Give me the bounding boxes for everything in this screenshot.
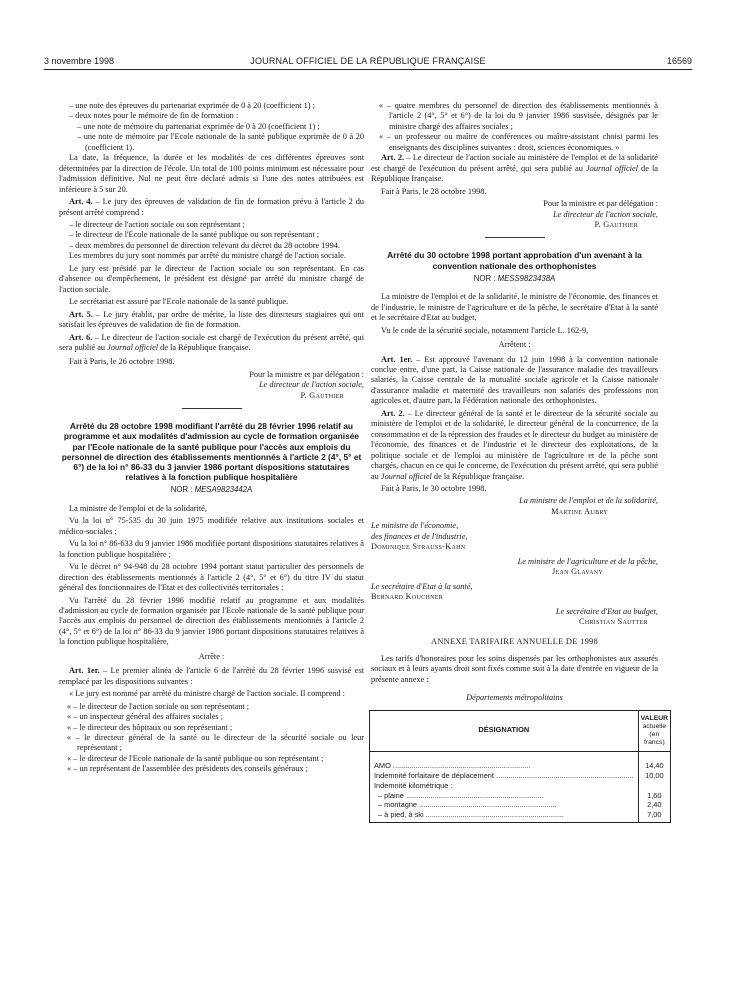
nor-code: MESA9823442A xyxy=(194,485,253,495)
page-header xyxy=(44,56,692,70)
article-1 xyxy=(371,355,658,407)
article-text: – Le directeur de l'action sociale est chargé de l'exécution du présent arrêté, qui sera publié au xyxy=(59,332,364,352)
article-label: Art. 4. xyxy=(69,197,93,207)
article-text: de la République française. xyxy=(431,471,525,481)
paragraph: Vu le décret n° 94-948 du 28 octobre 1994 portant statut particulier des personnels de direction des établissements mentionnés à l'article 2 (4°, 5° et 6°) du titre IV du statut général des fonctionnaires de l'Etat et des collectivités territoriales ; xyxy=(59,562,364,593)
signature-name: Martine Aubry xyxy=(551,506,608,516)
table-row-end xyxy=(370,820,671,823)
nor-label: NOR : xyxy=(473,273,498,283)
article-2 xyxy=(371,409,658,482)
article-text: de la République française. xyxy=(371,163,658,184)
table-cell-designation: – montagne ..... xyxy=(370,800,639,810)
header-date: 3 novembre 1998 xyxy=(44,56,115,66)
list-item: – une note de mémoire du partenariat exprimée de 0 à 20 (coefficient 1) ; xyxy=(77,121,320,131)
nor-reference xyxy=(371,274,658,284)
paragraph: Le jury est présidé par le directeur de l'action sociale ou son représentant. En cas d'absence ou d'empêchement, le président est désigné par arrêté du ministre chargé de l'action sociale. xyxy=(59,263,364,294)
journal-officiel-ref: Journal officiel xyxy=(380,471,432,481)
list-item: – le directeur de l'Ecole nationale de la santé publique ou son représentant ; xyxy=(69,230,320,240)
article-4 xyxy=(59,197,364,218)
article-text: – Le directeur général de la santé et le directeur de la sécurité sociale au ministère de l'emploi et de la solidarité, le directeur général de la concurrence, de la consommation et de la répression des fraudes et le directeur du budget au ministère de l'économie, des finances et de l'industrie et le directeur des exploitations, de la politique sociale et de l'emploi au ministère de l'agriculture et de la pêche sont chargés, chacun en ce qui le concerne, de l'exécution du présent arrêté, qui sera publié au xyxy=(371,408,658,481)
arrete-title: Arrêté du 28 octobre 1998 modifiant l'arrêté du 28 février 1996 relatif au programme et aux modalités d'admission au cycle de formation organisée par l'Ecole nationale de la santé publique pour l'accès aux emplois du personnel de direction des établissements mentionnés à l'article 2 (4°, 5° et 6°) de la loi n° 86-33 du 3 janvier 1986 portant dispositions statutaires relatives à la fonction publique hospitalière xyxy=(61,421,362,483)
article-2 xyxy=(371,153,658,184)
paragraph: La date, la fréquence, la durée et les modalités de ces différentes épreuves sont déterminées par la direction de l'école. Un total de 100 points minimum est nécessaire pour l'admission définitive. Nul ne peut être déclaré admis si l'une des notes attribuées est inférieure à 5 sur 20. xyxy=(59,153,364,194)
table-body xyxy=(370,751,671,822)
table-caption: Départements métropolitains xyxy=(466,693,563,703)
table-cell-value xyxy=(638,781,670,791)
paragraph: Vu la loi n° 86-633 du 9 janvier 1986 modifiée portant dispositions statutaires relatives à la fonction publique hospitalière ; xyxy=(59,539,364,559)
article-text: – Est approuvé l'avenant du 12 juin 1998 à la convention nationale conclue entre, d'une part, la Caisse nationale de l'assurance maladie des travailleurs salariés, la Caisse centrale de la mutualité sociale agricole et la Caisse nationale d'assurance maladie et maternité des travailleurs non salariés des professions non agricoles et, d'autre part, la Fédération nationale des orthophonistes. xyxy=(371,354,658,406)
signature-title-text: Le directeur de l'action sociale, xyxy=(553,209,658,219)
article-label: Art. 5. xyxy=(69,309,93,319)
article-text: – Le jury des épreuves de validation de fin de formation prévu à l'article 2 du présent arrêté comprend : xyxy=(59,197,364,217)
arrete-heading: Arrête : xyxy=(198,651,225,661)
quote-item: « – un professeur ou maître de conférences ou maître-assistant choisi parmi les enseignants des disciplines suivantes : droit, sciences économiques. » xyxy=(379,132,658,152)
signature-title-text: Le directeur de l'action sociale, xyxy=(259,380,364,390)
paragraph: La ministre de l'emploi et de la solidarité, xyxy=(69,503,207,513)
list-item: – le directeur de l'action sociale ou son représentant ; xyxy=(69,219,245,229)
signature-name: P. Gauthier xyxy=(594,219,638,229)
article-1 xyxy=(59,666,364,687)
quote-item: « – quatre membres du personnel de direction des établissements mentionnés à l'article 2 (4°, 5° et 6°) de la loi du 9 janvier 1986 susvisée, désignés par le ministre chargé des affaires sociales ; xyxy=(379,101,658,131)
header-title: JOURNAL OFFICIEL DE LA RÉPUBLIQUE FRANÇAISE xyxy=(250,56,486,66)
signature-line: Pour la ministre et par délégation : xyxy=(249,369,364,379)
table-cell-designation: – plaine ..... xyxy=(370,791,639,801)
right-column xyxy=(371,101,669,823)
table-cell-designation: – à pied, à ski ..... xyxy=(370,810,639,820)
article-label: Art. 2. xyxy=(381,408,405,418)
list-item: – deux membres du personnel de direction relevant du décret du 28 octobre 1994. xyxy=(69,240,340,250)
signature-title-text: La ministre de l'emploi et de la solidarité, xyxy=(519,496,658,506)
quote-item: « – le directeur des hôpitaux ou son représentant ; xyxy=(67,722,233,732)
arrete-heading: Arrêtent : xyxy=(498,340,531,350)
fait-a-paris: Fait à Paris, le 30 octobre 1998. xyxy=(381,484,487,493)
quote-item: « – un représentant de l'assemblée des présidents des conseils généraux ; xyxy=(67,764,308,774)
column-header-line: VALEUR xyxy=(640,714,669,722)
paragraph: Le secrétariat est assuré par l'Ecole nationale de la santé publique. xyxy=(69,297,289,307)
article-label: Art. 1er. xyxy=(381,354,413,364)
signature-title xyxy=(371,607,658,617)
table-row xyxy=(370,761,671,771)
signature-title xyxy=(371,496,658,506)
signature-title-text: Le ministre de l'agriculture et de la pêche, xyxy=(517,556,658,566)
signature-title-text: Le secrétaire d'Etat au budget, xyxy=(555,606,658,616)
signature-name: Bernard Kouchner xyxy=(371,592,444,602)
table-header-row xyxy=(370,710,671,751)
header-page-number: 16569 xyxy=(666,56,692,66)
table-row xyxy=(370,781,671,791)
table-cell-value: 14,40 xyxy=(638,761,670,771)
list-item: – une note de mémoire par l'Ecole nationale de la santé publique exprimée de 0 à 20 (coefficient 1). xyxy=(77,132,364,152)
signature-title xyxy=(371,521,658,531)
annex-title: ANNEXE TARIFAIRE ANNUELLE DE 1998 xyxy=(430,637,599,647)
table-row xyxy=(370,751,671,761)
table-cell-designation: AMO ..... xyxy=(370,761,639,771)
column-header-designation: DÉSIGNATION xyxy=(370,710,639,751)
signature-name: Dominique Strauss-Kahn xyxy=(371,542,466,552)
signature-title xyxy=(59,380,364,390)
article-text: de la République française. xyxy=(158,342,251,352)
quote-item: « – le directeur de l'Ecole nationale de la santé publique ou son représentant ; xyxy=(67,753,324,763)
table-row xyxy=(370,810,671,820)
paragraph: Vu la loi n° 75-535 du 30 juin 1975 modifiée relative aux institutions sociales et médico-sociales ; xyxy=(59,516,364,536)
table-row xyxy=(370,771,671,781)
signature-name: P. Gauthier xyxy=(300,390,344,400)
article-text: – Le premier alinéa de l'article 6 de l'arrêté du 28 février 1996 susvisé est remplacé par les dispositions suivantes : xyxy=(59,666,364,686)
table-cell-value: 7,00 xyxy=(638,810,670,820)
paragraph: La ministre de l'emploi et de la solidarité, le ministre de l'économie, des finances et de l'industrie, le ministre de l'agriculture et de la pêche, le secrétaire d'Etat à la santé et le secrétaire d'Etat au budget, xyxy=(371,292,658,323)
column-header-line: (en francs) xyxy=(643,730,665,746)
table-cell-value: 10,00 xyxy=(638,771,670,781)
table-row xyxy=(370,791,671,801)
journal-officiel-ref: Journal officiel xyxy=(107,342,159,352)
left-column xyxy=(59,101,364,775)
signature-title-text: Le secrétaire d'Etat à la santé, xyxy=(371,581,473,591)
article-text: – Le jury établit, par ordre de mérite, la liste des directeurs stagiaires qui ont satisfait les épreuves de validation de fin de formation. xyxy=(59,309,364,330)
quote: « Le jury est nommé par arrêté du ministre chargé de l'action sociale. Il comprend : xyxy=(69,689,345,699)
quote-item: « – le directeur de l'action sociale ou son représentant ; xyxy=(67,701,250,711)
signature-title xyxy=(371,582,658,592)
fait-a-paris: Fait à Paris, le 28 octobre 1998. xyxy=(381,186,487,196)
table-cell-value: 1,60 xyxy=(638,791,670,801)
nor-code: MESS9823438A xyxy=(497,273,556,283)
journal-officiel-ref: Journal officiel xyxy=(585,163,638,173)
separator xyxy=(182,408,242,409)
header-rule xyxy=(44,69,692,70)
table-cell-value: 2,40 xyxy=(638,800,670,810)
table-cell-designation: Indemnité kilométrique : xyxy=(370,781,639,791)
column-header-valeur xyxy=(638,710,670,751)
article-text: – Le directeur de l'action sociale au ministère de l'emploi et de la solidarité est chargé de l'exécution du présent arrêté, qui sera publié au xyxy=(371,153,658,173)
table-cell-designation: Indemnité forfaitaire de déplacement ..... xyxy=(370,771,639,781)
column-header-line: actuelle xyxy=(642,722,667,730)
signature-name: Jean Glavany xyxy=(551,567,603,577)
signature-title xyxy=(371,532,658,542)
article-label: Art. 1er. xyxy=(69,666,100,676)
signature-title xyxy=(371,210,658,220)
nor-label: NOR : xyxy=(170,485,195,495)
paragraph: Les tarifs d'honoraires pour les soins dispensés par les orthophonistes aux assurés sociaux et à leurs ayants droit sont fixés comme suit à la date d'entrée en vigueur de la présente annexe : xyxy=(371,653,658,684)
table-cell-end xyxy=(638,820,670,823)
signature-line: Pour la ministre et par délégation : xyxy=(543,199,658,209)
table-row xyxy=(370,800,671,810)
quote-item: « – le directeur général de la santé ou le directeur de la sécurité sociale ou leur représentant ; xyxy=(67,732,364,753)
paragraph: Vu l'arrêté du 28 février 1996 modifié relatif au programme et aux modalités d'admission au cycle de formation organisée par l'Ecole nationale de la santé publique pour l'accès aux emplois du personnel de direction des établissements mentionnés à l'article 2 (4°, 5° et 6°) de la loi n° 86-33 du 9 janvier 1986 portant dispositions statutaires relatives à la fonction publique hospitalière, xyxy=(59,595,364,647)
article-5 xyxy=(59,310,364,331)
article-label: Art. 6. xyxy=(69,332,93,342)
paragraph: Les membres du jury sont nommés par arrêté du ministre chargé de l'action sociale. xyxy=(69,251,346,261)
list-item: – une note des épreuves du partenariat exprimée de 0 à 20 (coefficient 1) ; xyxy=(69,101,315,110)
fait-a-paris: Fait à Paris, le 26 octobre 1998. xyxy=(69,357,175,367)
arrete-title: Arrêté du 30 octobre 1998 portant approbation d'un avenant à la convention nationale des orthophonistes xyxy=(387,250,642,271)
separator xyxy=(485,237,545,238)
list-item: – deux notes pour le mémoire de fin de formation : xyxy=(69,111,239,121)
article-6 xyxy=(59,333,364,354)
signature-title-text: Le ministre de l'économie, xyxy=(371,521,459,531)
quote-item: « – un inspecteur général des affaires sociales ; xyxy=(67,712,224,722)
nor-reference xyxy=(59,485,364,495)
article-label: Art. 2. xyxy=(381,153,405,163)
table-cell-end xyxy=(370,820,639,823)
signature-name: Christian Sautter xyxy=(579,616,648,626)
signature-title xyxy=(371,557,658,567)
tariff-table xyxy=(369,710,671,823)
signature-title-text: des finances et de l'industrie, xyxy=(371,531,468,541)
paragraph: Vu le code de la sécurité sociale, notamment l'article L. 162-9, xyxy=(381,325,589,335)
